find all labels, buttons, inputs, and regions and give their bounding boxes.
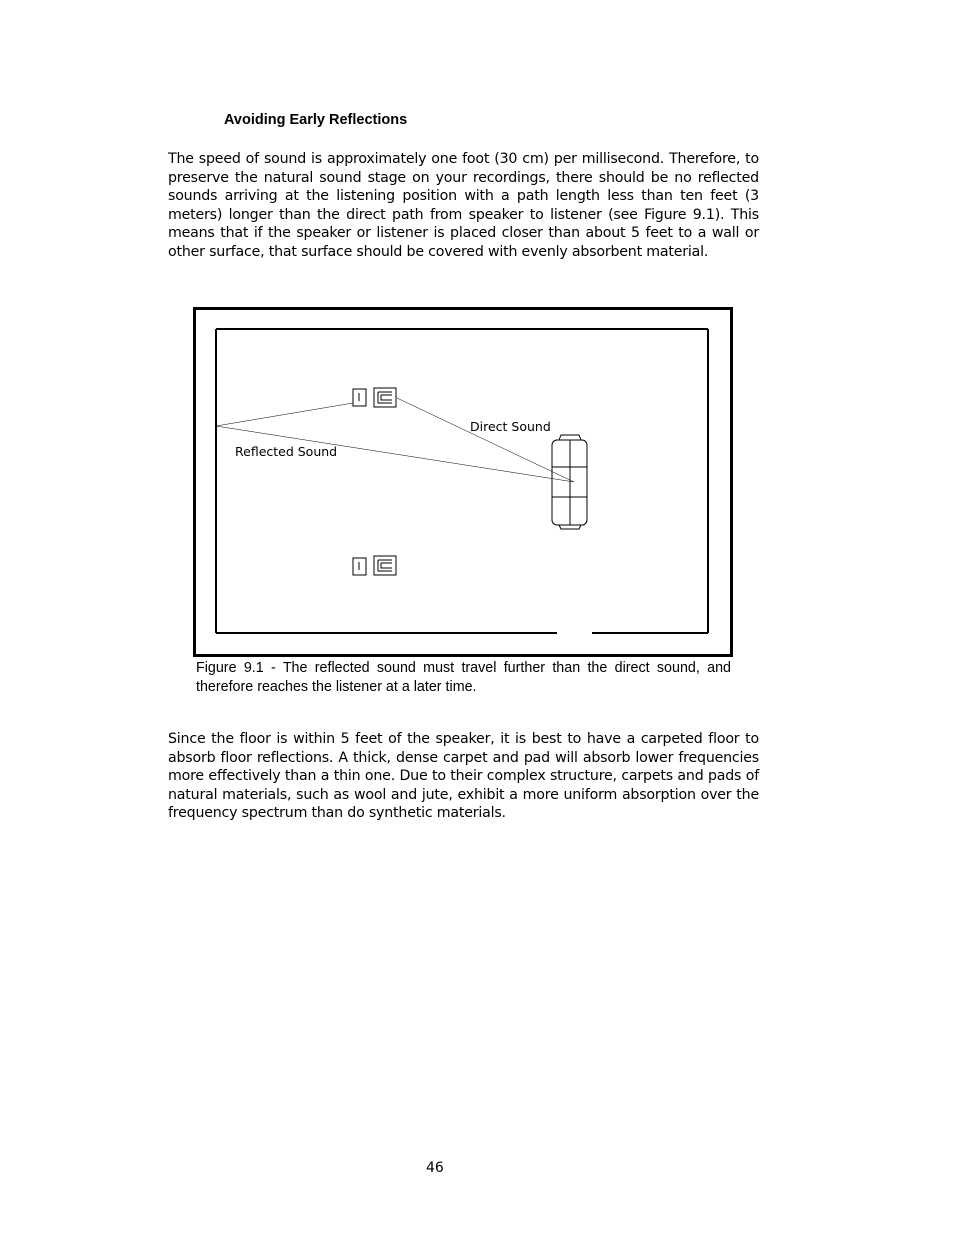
figure-caption: Figure 9.1 - The reflected sound must travel further than the direct sound, and therefore reaches the listener at a later time. xyxy=(196,660,731,695)
speaker-top-icon xyxy=(353,388,396,407)
body-paragraph-1: The speed of sound is approximately one foot (30 cm) per millisecond. Therefore, to preserve the natural sound stage on your recordings, there should be no reflected sounds arriving at the listening position with a path length less than ten feet (3 meters) longer than the direct path from speaker to listener (see Figure 9.1). This means that if the speaker or listener is placed closer than about 5 feet to a wall or other surface, that surface should be covered with evenly absorbent material. xyxy=(168,151,759,260)
reflected-sound-label: Reflected Sound xyxy=(235,444,338,459)
page-number: 46 xyxy=(426,1160,444,1176)
figure-9-1 xyxy=(193,307,733,657)
reflected-path-incident xyxy=(216,403,353,426)
direct-sound-label: Direct Sound xyxy=(470,419,551,434)
speaker-bottom-icon xyxy=(353,556,396,575)
body-paragraph-2: Since the floor is within 5 feet of the speaker, it is best to have a carpeted floor to absorb floor reflections. A thick, dense carpet and pad will absorb lower frequencies more effectively than a thin one. Due to their complex structure, carpets and pads of natural materials, such as wool and jute, exhibit a more uniform absorption over the frequency spectrum than do synthetic materials. xyxy=(168,731,759,822)
listener-chair-icon xyxy=(552,435,587,529)
figure-frame xyxy=(195,309,732,656)
room-diagram xyxy=(193,307,733,657)
room-walls xyxy=(216,329,708,633)
section-heading: Avoiding Early Reflections xyxy=(224,112,408,128)
sound-paths xyxy=(216,398,574,482)
direct-path xyxy=(397,398,574,482)
